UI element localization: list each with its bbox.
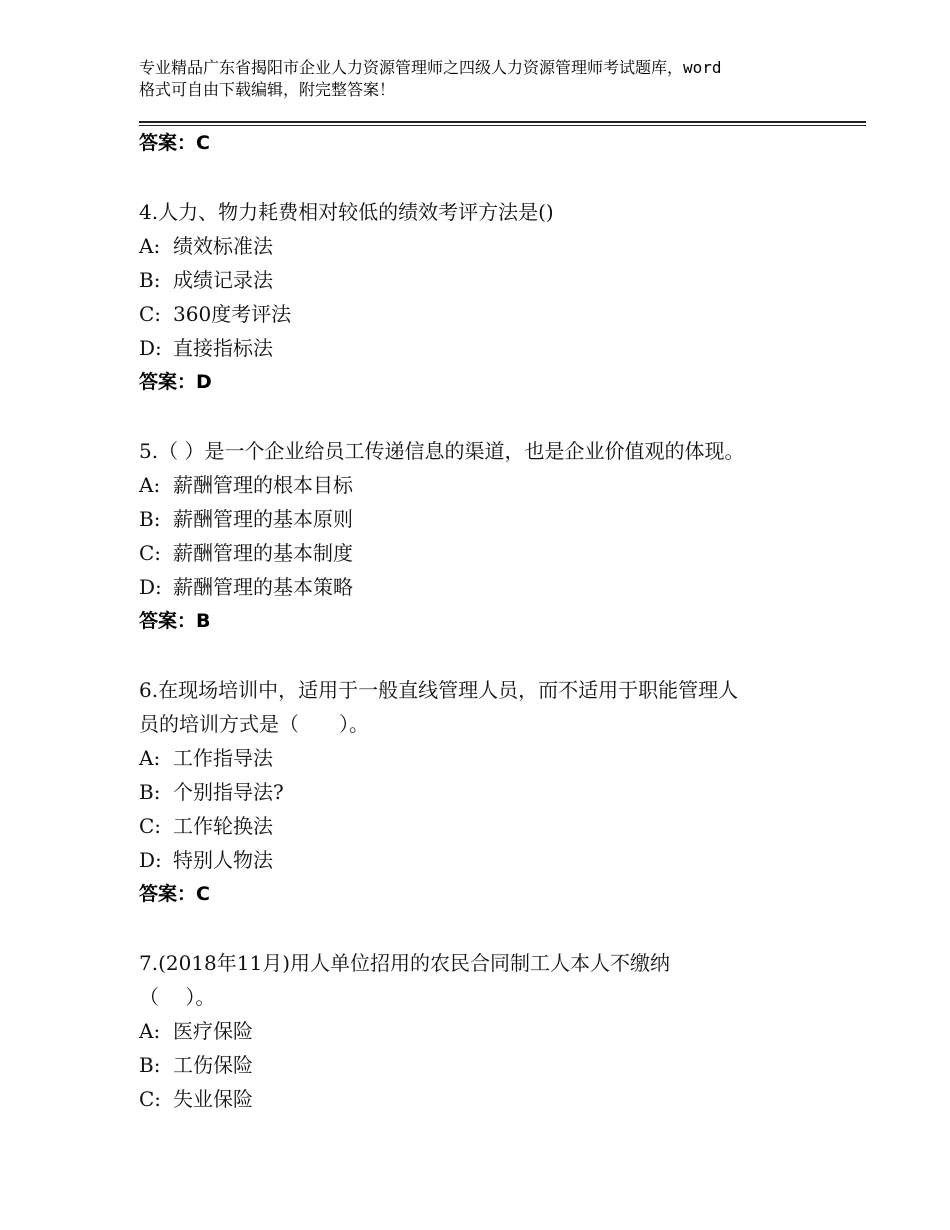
question-4-option-d	[139, 335, 273, 361]
option-text: 薪酬管理的基本原则	[173, 507, 353, 531]
question-6-stem-line-2: 员的培训方式是（ ）。	[139, 712, 369, 736]
question-4-option-b	[139, 267, 273, 293]
option-key: A:	[139, 746, 161, 770]
option-text: 成绩记录法	[173, 268, 273, 292]
option-key: A:	[139, 1019, 161, 1043]
question-7-stem-line-2: （ ）。	[139, 985, 216, 1009]
option-key: C:	[139, 541, 162, 565]
option-text: 失业保险	[173, 1087, 253, 1111]
question-7-stem-line-1: 7.(2018年11月)用人单位招用的农民合同制工人本人不缴纳	[139, 951, 671, 975]
question-5-option-a	[139, 472, 353, 498]
option-text: 工作轮换法	[173, 814, 273, 838]
header-divider-thin	[139, 125, 866, 126]
question-7-option-c	[139, 1086, 253, 1112]
option-key: B:	[139, 507, 161, 531]
question-5-answer: 答案：B	[139, 610, 211, 632]
option-text: 薪酬管理的基本策略	[173, 575, 353, 599]
option-text: 工作指导法	[173, 746, 273, 770]
option-text: 直接指标法	[173, 336, 273, 360]
option-key: B:	[139, 268, 161, 292]
option-text: 薪酬管理的基本制度	[173, 541, 353, 565]
question-5-option-c	[139, 540, 353, 566]
option-text: 个别指导法?	[173, 780, 284, 804]
option-text: 绩效标准法	[173, 234, 273, 258]
question-4-option-a	[139, 233, 273, 259]
option-key: C:	[139, 814, 162, 838]
option-text: 工伤保险	[173, 1053, 253, 1077]
option-key: C:	[139, 302, 162, 326]
question-4-stem: 4.人力、物力耗费相对较低的绩效考评方法是()	[139, 200, 554, 224]
question-5-option-d	[139, 574, 353, 600]
option-key: C:	[139, 1087, 162, 1111]
option-text: 医疗保险	[173, 1019, 253, 1043]
option-key: A:	[139, 234, 161, 258]
question-6-option-d	[139, 847, 273, 873]
option-key: B:	[139, 1053, 161, 1077]
question-6-option-a	[139, 745, 273, 771]
option-key: D:	[139, 848, 162, 872]
header-divider-thick	[139, 121, 866, 123]
question-6-option-b	[139, 779, 284, 805]
document-header	[139, 57, 839, 101]
option-key: D:	[139, 336, 162, 360]
option-text: 360度考评法	[173, 302, 292, 326]
question-7-option-b	[139, 1052, 253, 1078]
question-4-option-c	[139, 301, 291, 327]
option-key: D:	[139, 575, 162, 599]
option-text: 薪酬管理的根本目标	[173, 473, 353, 497]
option-text: 特别人物法	[173, 848, 273, 872]
question-7-option-a	[139, 1018, 253, 1044]
header-line-2: 格式可自由下载编辑，附完整答案！	[139, 80, 396, 99]
header-line-1: 专业精品广东省揭阳市企业人力资源管理师之四级人力资源管理师考试题库，word	[139, 58, 722, 77]
option-key: A:	[139, 473, 161, 497]
question-4-answer: 答案：D	[139, 371, 212, 393]
question-6-stem-line-1: 6.在现场培训中，适用于一般直线管理人员，而不适用于职能管理人	[139, 678, 739, 702]
question-6-option-c	[139, 813, 273, 839]
question-6-answer: 答案：C	[139, 883, 210, 905]
answer-previous: 答案：C	[139, 132, 210, 154]
question-5-option-b	[139, 506, 353, 532]
option-key: B:	[139, 780, 161, 804]
question-5-stem: 5.（ ）是一个企业给员工传递信息的渠道，也是企业价值观的体现。	[139, 439, 745, 463]
